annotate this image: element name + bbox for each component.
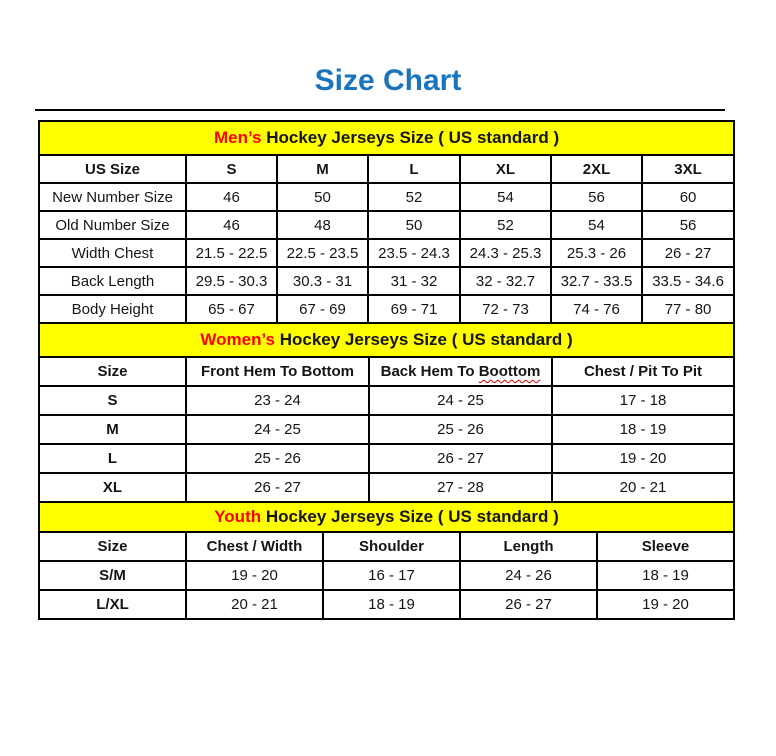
table-row [39,121,734,155]
size-value: 25 - 26 [369,415,552,444]
size-value: 21.5 - 22.5 [186,239,277,267]
table-row [39,239,734,267]
row-label: S [39,386,186,415]
mens-section-title-rest: Hockey Jerseys Size ( US standard ) [261,128,560,147]
womens-section-highlight: Women’s [200,330,275,349]
womens-section-title [39,323,734,357]
womens-size-table [38,322,735,503]
size-value: 52 [460,211,551,239]
size-value: 50 [277,183,368,211]
size-tables-container [38,120,733,620]
table-row [39,155,734,183]
column-header: Chest / Pit To Pit [552,357,734,386]
size-value: 19 - 20 [186,561,323,590]
column-header: Size [39,357,186,386]
size-value: 31 - 32 [368,267,460,295]
size-value: 26 - 27 [460,590,597,619]
column-header: Sleeve [597,532,734,561]
size-value: 20 - 21 [552,473,734,502]
size-chart-page [0,64,776,620]
table-row [39,183,734,211]
table-row [39,267,734,295]
table-row [39,502,734,532]
column-header: Length [460,532,597,561]
size-value: 20 - 21 [186,590,323,619]
womens-section-title-rest: Hockey Jerseys Size ( US standard ) [275,330,573,349]
row-label: Old Number Size [39,211,186,239]
youth-size-table [38,501,735,620]
size-value: 32 - 32.7 [460,267,551,295]
table-row [39,386,734,415]
table-row [39,561,734,590]
column-header-prefix: Back Hem To [380,363,479,380]
size-value: 18 - 19 [552,415,734,444]
size-value: 69 - 71 [368,295,460,323]
size-value: 52 [368,183,460,211]
column-header: 3XL [642,155,734,183]
size-value: 27 - 28 [369,473,552,502]
table-row [39,295,734,323]
size-value: 17 - 18 [552,386,734,415]
size-value: 18 - 19 [597,561,734,590]
column-header: US Size [39,155,186,183]
column-header: Chest / Width [186,532,323,561]
table-row [39,473,734,502]
row-label: S/M [39,561,186,590]
size-value: 54 [460,183,551,211]
table-row [39,415,734,444]
row-label: M [39,415,186,444]
size-value: 24 - 25 [369,386,552,415]
size-value: 26 - 27 [186,473,369,502]
size-value: 77 - 80 [642,295,734,323]
size-value: 22.5 - 23.5 [277,239,368,267]
size-value: 72 - 73 [460,295,551,323]
size-value: 32.7 - 33.5 [551,267,642,295]
top-divider-line [35,109,725,111]
column-header: L [368,155,460,183]
size-value: 23 - 24 [186,386,369,415]
size-value: 48 [277,211,368,239]
size-value: 24 - 26 [460,561,597,590]
size-value: 26 - 27 [642,239,734,267]
size-value: 46 [186,211,277,239]
table-row [39,323,734,357]
row-label: L [39,444,186,473]
size-value: 56 [551,183,642,211]
page-title: Size Chart [314,64,462,97]
youth-section-title [39,502,734,532]
table-row [39,532,734,561]
mens-section-title [39,121,734,155]
size-value: 23.5 - 24.3 [368,239,460,267]
column-header: Shoulder [323,532,460,561]
row-label: Back Length [39,267,186,295]
size-value: 60 [642,183,734,211]
row-label: XL [39,473,186,502]
column-header: M [277,155,368,183]
youth-section-highlight: Youth [214,507,262,526]
size-value: 56 [642,211,734,239]
column-header: Size [39,532,186,561]
row-label: L/XL [39,590,186,619]
column-header: XL [460,155,551,183]
size-value: 67 - 69 [277,295,368,323]
size-value: 30.3 - 31 [277,267,368,295]
size-value: 25.3 - 26 [551,239,642,267]
misspelled-word: Boottom [478,363,541,380]
row-label: Width Chest [39,239,186,267]
size-value: 24.3 - 25.3 [460,239,551,267]
size-value: 25 - 26 [186,444,369,473]
size-value: 19 - 20 [597,590,734,619]
size-value: 74 - 76 [551,295,642,323]
column-header: Front Hem To Bottom [186,357,369,386]
mens-size-table [38,120,735,324]
size-value: 54 [551,211,642,239]
column-header: 2XL [551,155,642,183]
size-value: 50 [368,211,460,239]
table-row [39,590,734,619]
table-row [39,357,734,386]
mens-section-highlight: Men’s [213,128,262,147]
size-value: 24 - 25 [186,415,369,444]
size-value: 26 - 27 [369,444,552,473]
size-value: 19 - 20 [552,444,734,473]
column-header: S [186,155,277,183]
size-value: 18 - 19 [323,590,460,619]
size-value: 65 - 67 [186,295,277,323]
youth-section-title-rest: Hockey Jerseys Size ( US standard ) [261,507,559,526]
row-label: Body Height [39,295,186,323]
size-value: 29.5 - 30.3 [186,267,277,295]
size-value: 33.5 - 34.6 [642,267,734,295]
column-header [369,357,552,386]
size-value: 46 [186,183,277,211]
table-row [39,211,734,239]
table-row [39,444,734,473]
row-label: New Number Size [39,183,186,211]
size-value: 16 - 17 [323,561,460,590]
